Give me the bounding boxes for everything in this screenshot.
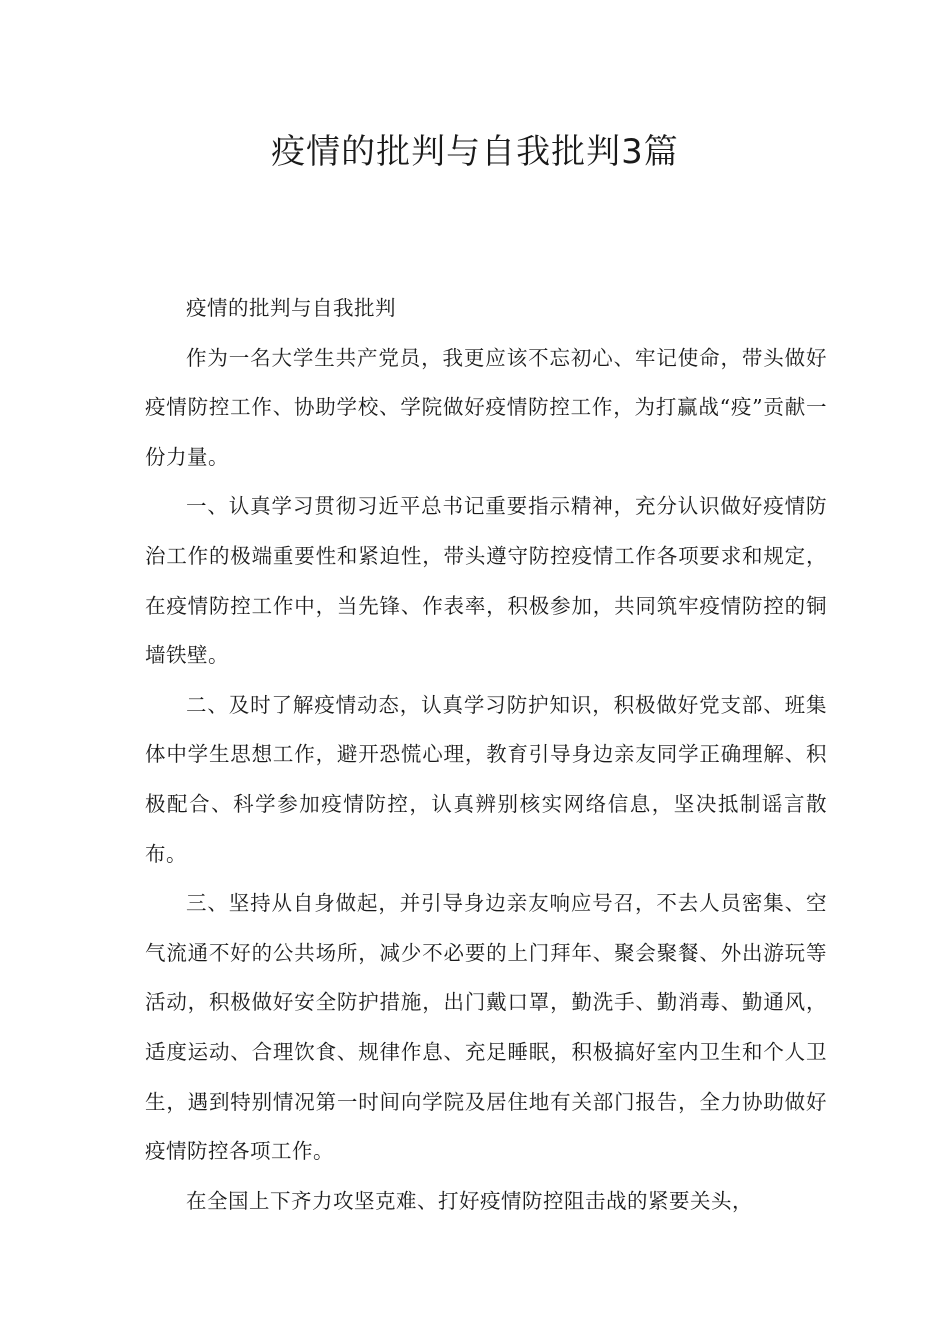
document-body bbox=[145, 284, 827, 1226]
paragraph-intro: 作为一名大学生共产党员，我更应该不忘初心、牢记使命，带头做好疫情防控工作、协助学校、学院做好疫情防控工作，为打赢战“疫”贡献一份力量。 bbox=[145, 345, 827, 469]
paragraph-point-two: 二、及时了解疫情动态，认真学习防护知识，积极做好党支部、班集体中学生思想工作，避开恐慌心理，教育引导身边亲友同学正确理解、积极配合、科学参加疫情防控，认真辨别核实网络信息，坚决抵制谣言散布。 bbox=[145, 692, 827, 866]
paragraph-closing: 在全国上下齐力攻坚克难、打好疫情防控阻击战的紧要关头， bbox=[186, 1188, 753, 1213]
paragraph-point-one: 一、认真学习贯彻习近平总书记重要指示精神，充分认识做好疫情防治工作的极端重要性和紧迫性，带头遵守防控疫情工作各项要求和规定，在疫情防控工作中，当先锋、作表率，积极参加，共同筑牢疫情防控的铜墙铁壁。 bbox=[145, 494, 827, 668]
paragraph-point-three: 三、坚持从自身做起，并引导身边亲友响应号召，不去人员密集、空气流通不好的公共场所，减少不必要的上门拜年、聚会聚餐、外出游玩等活动，积极做好安全防护措施，出门戴口罩，勤洗手、勤消毒、勤通风，适度运动、合理饮食、规律作息、充足睡眠，积极搞好室内卫生和个人卫生，遇到特别情况第一时间向学院及居住地有关部门报告，全力协助做好疫情防控各项工作。 bbox=[145, 891, 827, 1164]
section-heading: 疫情的批判与自我批判 bbox=[186, 296, 396, 320]
document-title: 疫情的批判与自我批判3篇 bbox=[271, 132, 679, 172]
